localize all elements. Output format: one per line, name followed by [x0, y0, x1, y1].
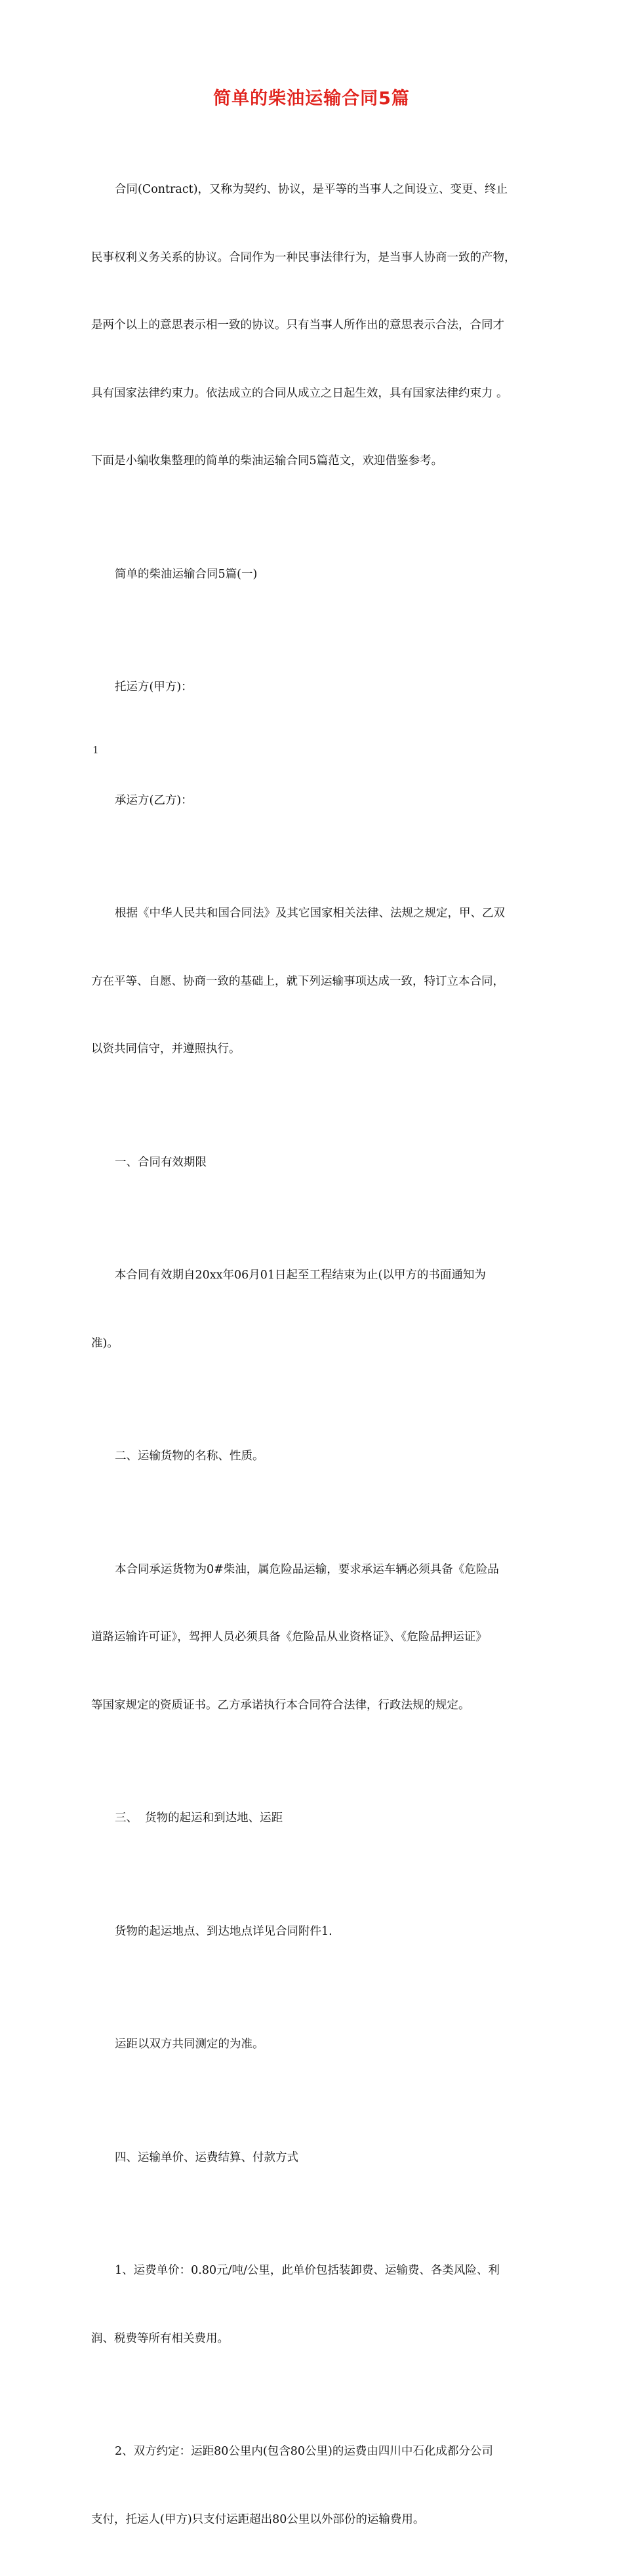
party-a-label: 托运方(甲方)：	[115, 681, 193, 694]
clause-heading: 二、运输货物的名称、性质。	[115, 1450, 264, 1463]
text-line: 准)。	[91, 1336, 119, 1350]
paragraph	[91, 2395, 533, 2576]
paragraph	[91, 1513, 533, 1762]
paragraph	[91, 1762, 533, 1875]
paragraph	[91, 857, 533, 1106]
page-number: 1	[92, 744, 99, 756]
text-line: 方在平等、自愿、协商一致的基础上，就下列运输事项达成一致，特订立本合同，	[91, 974, 504, 988]
text-line: 民事权利义务关系的协议。合同作为一种民事法律行为，是当事人协商一致的产物，	[91, 250, 516, 264]
paragraph	[91, 744, 533, 858]
text-line: 货物的起运地点、到达地点详见合同附件1.	[115, 1924, 332, 1938]
clause-heading: 四、运输单价、运费结算、付款方式	[115, 2150, 298, 2164]
paragraph	[91, 518, 533, 631]
section-heading: 简单的柴油运输合同5篇(一)	[115, 567, 258, 581]
document-body	[91, 133, 533, 2576]
text-line: 2、双方约定：运距80公里内(包含80公里)的运费由四川中石化成都分公司	[115, 2445, 493, 2458]
clause-heading: 一、合同有效期限	[115, 1155, 207, 1169]
paragraph	[91, 133, 533, 518]
clause-heading: 三、 货物的起运和到达地、运距	[115, 1812, 283, 1825]
paragraph	[91, 2101, 533, 2215]
paragraph	[91, 1106, 533, 1219]
text-line: 1、运费单价：0.80元/吨/公里，此单价包括装卸费、运输费、各类风险、利	[115, 2264, 500, 2277]
text-line: 合同(Contract)，又称为契约、协议，是平等的当事人之间设立、变更、终止	[115, 183, 508, 196]
text-line: 本合同有效期自20xx年06月01日起至工程结束为止(以甲方的书面通知为	[115, 1269, 486, 1282]
text-line: 是两个以上的意思表示相一致的协议。只有当事人所作出的意思表示合法，合同才	[91, 319, 504, 332]
party-b-label: 承运方(乙方)：	[115, 793, 193, 807]
paragraph	[91, 2214, 533, 2395]
text-line: 道路运输许可证》，驾押人员必须具备《危险品从业资格证》、《危险品押运证》	[91, 1631, 487, 1644]
text-line: 根据《中华人民共和国合同法》及其它国家相关法律、法规之规定，甲、乙双	[115, 907, 505, 920]
text-line: 支付，托运人(甲方)只支付运距超出80公里以外部份的运输费用。	[91, 2512, 425, 2526]
text-line: 下面是小编收集整理的简单的柴油运输合同5篇范文，欢迎借鉴参考。	[91, 454, 443, 467]
document-title: 简单的柴油运输合同5篇	[213, 89, 410, 109]
text-line: 等国家规定的资质证书。乙方承诺执行本合同符合法律，行政法规的规定。	[91, 1698, 470, 1712]
paragraph	[91, 1400, 533, 1513]
paragraph	[91, 1875, 533, 1989]
paragraph	[91, 1988, 533, 2101]
text-line: 具有国家法律约束力。依法成立的合同从成立之日起生效，具有国家法律约束力 。	[91, 386, 508, 400]
paragraph	[91, 1219, 533, 1400]
text-line: 以资共同信守，并遵照执行。	[91, 1042, 241, 1056]
paragraph	[91, 631, 533, 744]
text-line: 润、税费等所有相关费用。	[91, 2331, 229, 2345]
text-line: 运距以双方共同测定的为准。	[115, 2038, 264, 2051]
text-line: 本合同承运货物为0#柴油，属危险品运输，要求承运车辆必须具备《危险品	[115, 1562, 499, 1576]
